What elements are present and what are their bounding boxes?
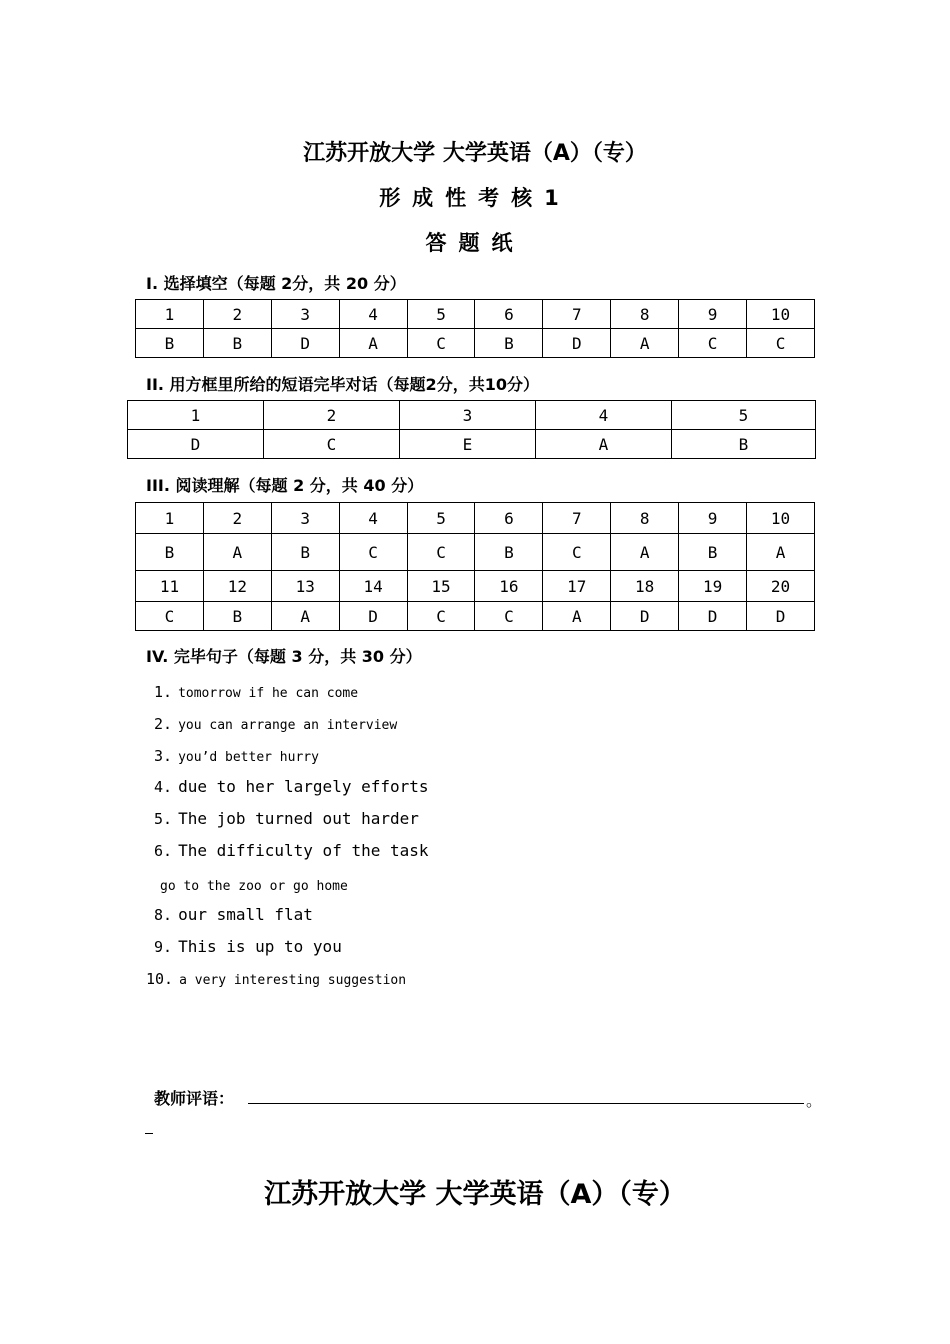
table-cell: 16 <box>475 571 543 602</box>
table-cell: A <box>271 602 339 631</box>
table-cell: C <box>543 534 611 571</box>
table-cell: B <box>271 534 339 571</box>
table-cell: B <box>136 329 204 358</box>
section2-heading: II. 用方框里所给的短语完毕对话（每题2分，共10分） <box>146 375 539 394</box>
list-item <box>154 746 319 765</box>
table-cell: C <box>339 534 407 571</box>
item-text: you’d better hurry <box>178 750 319 765</box>
item-number: 5. <box>154 810 173 828</box>
page-subtitle: 形成性考核1 <box>379 186 571 210</box>
table-cell: 8 <box>611 503 679 534</box>
section1-heading: I. 选择填空（每题 2分，共 20 分） <box>146 274 406 293</box>
table-cell: 14 <box>339 571 407 602</box>
table-cell: 7 <box>543 503 611 534</box>
list-item <box>154 809 419 828</box>
list-item <box>154 714 397 733</box>
item-number: 6. <box>154 842 173 860</box>
table-cell: C <box>679 329 747 358</box>
table-cell: 2 <box>203 300 271 329</box>
item-text: tomorrow if he can come <box>178 686 359 701</box>
table-cell: 4 <box>339 300 407 329</box>
section3-heading: III. 阅读理解（每题 2 分，共 40 分） <box>146 476 424 495</box>
table-cell: 10 <box>747 300 815 329</box>
list-item <box>146 969 406 988</box>
section1-answer-table <box>135 299 815 358</box>
item-text: go to the zoo or go home <box>160 879 348 894</box>
table-cell: 8 <box>611 300 679 329</box>
table-cell: 9 <box>679 300 747 329</box>
table-cell: 18 <box>611 571 679 602</box>
page-title: 江苏开放大学 大学英语（A）（专） <box>303 141 647 166</box>
item-text: The difficulty of the task <box>178 841 429 860</box>
table-cell: 19 <box>679 571 747 602</box>
list-item <box>160 875 348 894</box>
item-text: you can arrange an interview <box>178 718 398 733</box>
item-number: 10. <box>146 970 174 988</box>
table-cell: 20 <box>747 571 815 602</box>
table-cell: B <box>672 430 816 459</box>
table-cell: D <box>611 602 679 631</box>
section3-answer-table <box>135 502 815 631</box>
table-cell: B <box>136 534 204 571</box>
table-cell: 13 <box>271 571 339 602</box>
table-cell: C <box>747 329 815 358</box>
item-number: 1. <box>154 683 173 701</box>
teacher-comment-end: 。 <box>806 1091 823 1110</box>
item-text: due to her largely efforts <box>178 777 429 796</box>
table-cell: C <box>264 430 400 459</box>
table-cell: C <box>407 534 475 571</box>
table-cell: 10 <box>747 503 815 534</box>
teacher-comment-line[interactable] <box>248 1103 804 1104</box>
table-cell: C <box>407 329 475 358</box>
item-text: This is up to you <box>178 937 342 956</box>
table-cell: 7 <box>543 300 611 329</box>
table-cell: C <box>475 602 543 631</box>
table-cell: A <box>339 329 407 358</box>
item-number: 4. <box>154 778 173 796</box>
list-item <box>154 937 342 956</box>
table-cell: B <box>203 329 271 358</box>
item-number: 9. <box>154 938 173 956</box>
table-cell: A <box>611 534 679 571</box>
table-cell: A <box>536 430 672 459</box>
table-cell: E <box>400 430 536 459</box>
table-cell: A <box>611 329 679 358</box>
table-cell: 1 <box>128 401 264 430</box>
table-cell: D <box>128 430 264 459</box>
list-item <box>154 777 429 796</box>
table-cell: 1 <box>136 503 204 534</box>
section4-heading: IV. 完毕句子（每题 3 分，共 30 分） <box>146 647 422 666</box>
item-number: 8. <box>154 906 173 924</box>
sheet-label: 答题纸 <box>425 231 525 255</box>
table-cell: D <box>543 329 611 358</box>
repeat-title: 江苏开放大学 大学英语（A）（专） <box>264 1179 686 1210</box>
table-cell: D <box>339 602 407 631</box>
teacher-comment-label: 教师评语： <box>154 1089 235 1108</box>
table-cell: 6 <box>475 300 543 329</box>
divider <box>145 1133 153 1134</box>
table-cell: B <box>475 329 543 358</box>
table-cell: 11 <box>136 571 204 602</box>
list-item <box>154 682 358 701</box>
section2-answer-table <box>127 400 816 459</box>
table-cell: C <box>407 602 475 631</box>
table-cell: D <box>679 602 747 631</box>
table-cell: 9 <box>679 503 747 534</box>
list-item <box>154 841 429 860</box>
table-cell: 5 <box>672 401 816 430</box>
table-cell: 1 <box>136 300 204 329</box>
item-number: 2. <box>154 715 173 733</box>
table-cell: A <box>543 602 611 631</box>
item-text: The job turned out harder <box>178 809 419 828</box>
table-cell: 12 <box>203 571 271 602</box>
table-cell: B <box>203 602 271 631</box>
table-cell: C <box>136 602 204 631</box>
table-cell: B <box>475 534 543 571</box>
table-cell: 5 <box>407 300 475 329</box>
table-cell: 3 <box>271 300 339 329</box>
item-text: our small flat <box>178 905 313 924</box>
table-cell: 3 <box>400 401 536 430</box>
table-cell: 4 <box>339 503 407 534</box>
table-cell: 2 <box>264 401 400 430</box>
table-cell: 5 <box>407 503 475 534</box>
item-number: 3. <box>154 747 173 765</box>
table-cell: 17 <box>543 571 611 602</box>
table-cell: D <box>747 602 815 631</box>
table-cell: 2 <box>203 503 271 534</box>
table-cell: 15 <box>407 571 475 602</box>
list-item <box>154 905 313 924</box>
table-cell: 6 <box>475 503 543 534</box>
table-cell: D <box>271 329 339 358</box>
table-cell: A <box>747 534 815 571</box>
table-cell: A <box>203 534 271 571</box>
item-text: a very interesting suggestion <box>179 973 407 988</box>
table-cell: B <box>679 534 747 571</box>
table-cell: 3 <box>271 503 339 534</box>
table-cell: 4 <box>536 401 672 430</box>
